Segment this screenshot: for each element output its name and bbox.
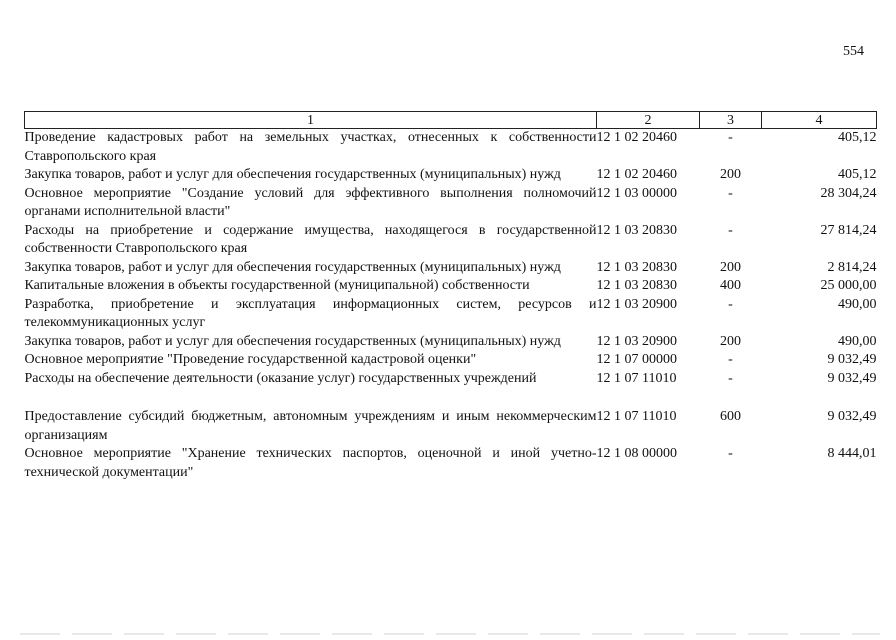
table-row xyxy=(25,296,877,333)
row-type: 400 xyxy=(720,278,741,293)
row-amount: 490,00 xyxy=(838,333,877,349)
row-name: Основное мероприятие "Хранение технических паспортов, оценочной и иной учетно-технической документации" xyxy=(24,446,597,480)
table-row xyxy=(25,129,877,167)
budget-table xyxy=(24,111,877,482)
row-type: 200 xyxy=(720,259,741,275)
row-type: - xyxy=(728,352,733,367)
column-header-2: 2 xyxy=(597,112,700,129)
row-code: 12 1 03 00000 xyxy=(596,185,677,201)
column-header-1: 1 xyxy=(25,112,597,129)
row-name: Закупка товаров, работ и услуг для обеспечения государственных (муниципальных) нужд xyxy=(24,167,561,182)
row-name: Разработка, приобретение и эксплуатация информационных систем, ресурсов и телекоммуникационных услуг xyxy=(24,296,597,330)
row-code: 12 1 08 00000 xyxy=(596,446,677,461)
row-code: 12 1 03 20830 xyxy=(596,278,677,293)
page-number: 554 xyxy=(843,44,864,59)
table-row xyxy=(25,388,877,445)
table-row xyxy=(25,445,877,482)
table-row xyxy=(25,259,877,278)
row-code: 12 1 07 00000 xyxy=(596,352,677,367)
row-name: Закупка товаров, работ и услуг для обеспечения государственных (муниципальных) нужд xyxy=(24,259,561,275)
row-amount: 490,00 xyxy=(838,296,877,312)
row-name: Расходы на обеспечение деятельности (оказание услуг) государственных учреждений xyxy=(24,370,537,386)
row-code: 12 1 02 20460 xyxy=(596,167,677,182)
row-amount: 28 304,24 xyxy=(820,185,877,201)
row-name: Предоставление субсидий бюджетным, автономным учреждениям и иным некоммерческим организациям xyxy=(24,409,597,443)
row-code: 12 1 07 11010 xyxy=(596,370,677,386)
row-code: 12 1 02 20460 xyxy=(596,130,677,145)
row-name: Капитальные вложения в объекты государственной (муниципальной) собственности xyxy=(24,278,530,293)
row-type: - xyxy=(728,185,733,201)
table-header xyxy=(25,112,877,129)
row-amount: 25 000,00 xyxy=(820,278,877,293)
row-name: Расходы на приобретение и содержание имущества, находящегося в государственной собственности Ставропольского края xyxy=(24,222,597,256)
row-name: Закупка товаров, работ и услуг для обеспечения государственных (муниципальных) нужд xyxy=(24,333,561,349)
row-name: Проведение кадастровых работ на земельных участках, отнесенных к собственности Ставропольского края xyxy=(24,130,597,164)
column-header-4: 4 xyxy=(762,112,877,129)
row-code: 12 1 03 20900 xyxy=(596,333,677,349)
row-amount: 9 032,49 xyxy=(827,409,877,424)
row-type: - xyxy=(728,222,733,238)
row-amount: 9 032,49 xyxy=(827,352,877,367)
table-row xyxy=(25,351,877,370)
table-row xyxy=(25,333,877,352)
row-type: - xyxy=(728,370,733,386)
row-code: 12 1 07 11010 xyxy=(596,409,677,424)
table-row xyxy=(25,185,877,222)
row-code: 12 1 03 20900 xyxy=(596,296,677,312)
table-row xyxy=(25,370,877,389)
row-name: Основное мероприятие "Создание условий для эффективного выполнения полномочий органами исполнительной власти" xyxy=(24,185,597,219)
row-amount: 8 444,01 xyxy=(827,446,877,461)
row-type: - xyxy=(728,130,733,145)
scan-artifact-line xyxy=(20,633,880,635)
column-header-3: 3 xyxy=(700,112,762,129)
table-body xyxy=(25,129,877,483)
row-amount: 9 032,49 xyxy=(827,370,877,386)
row-amount: 27 814,24 xyxy=(820,222,877,238)
row-type: 200 xyxy=(720,333,741,349)
row-type: 600 xyxy=(720,409,741,424)
row-type: - xyxy=(728,446,733,461)
table-row xyxy=(25,166,877,185)
row-code: 12 1 03 20830 xyxy=(596,222,677,238)
row-type: 200 xyxy=(720,167,741,182)
row-amount: 405,12 xyxy=(838,167,877,182)
table-row xyxy=(25,277,877,296)
row-type: - xyxy=(728,296,733,312)
row-amount: 2 814,24 xyxy=(827,259,877,275)
row-name: Основное мероприятие "Проведение государственной кадастровой оценки" xyxy=(24,352,477,367)
table-row xyxy=(25,222,877,259)
row-amount: 405,12 xyxy=(838,130,877,145)
row-code: 12 1 03 20830 xyxy=(596,259,677,275)
